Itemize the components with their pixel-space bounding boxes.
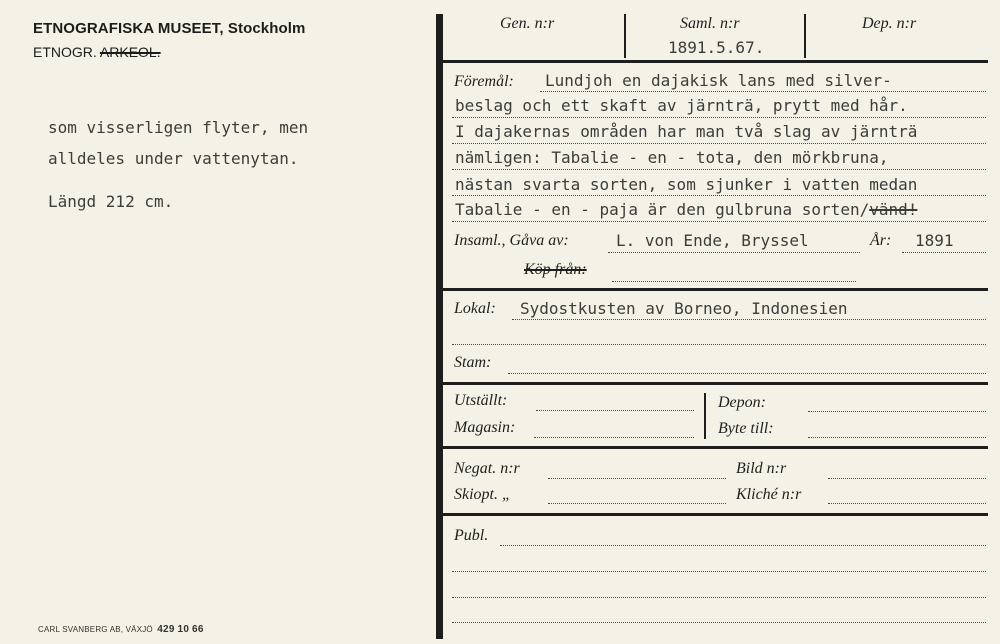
foremal-dotted-3 — [452, 143, 986, 144]
department-struck: ARKEOL. — [99, 44, 161, 60]
rule-below-stam — [443, 382, 988, 385]
lokal-dotted-1 — [512, 319, 986, 320]
length-note: Längd 212 cm. — [48, 192, 174, 211]
stam-dotted — [508, 373, 986, 374]
foremal-line-2: beslag och ett skaft av järnträ, prytt med hår. — [455, 96, 908, 115]
stam-label: Stam: — [454, 354, 492, 371]
foremal-dotted-1 — [540, 91, 986, 92]
ar-value: 1891 — [915, 231, 954, 250]
foremal-line-5: nästan svarta sorten, som sjunker i vatten medan — [455, 175, 918, 194]
kliche-dotted — [828, 503, 986, 504]
lokal-label: Lokal: — [454, 300, 496, 317]
depon-divider — [704, 393, 706, 439]
dep-nr-label: Dep. n:r — [862, 15, 917, 32]
foremal-label: Föremål: — [454, 73, 514, 90]
magasin-label: Magasin: — [454, 419, 516, 436]
printer-name: CARL SVANBERG AB, VÄXJÖ — [38, 625, 153, 634]
insaml-value: L. von Ende, Bryssel — [616, 231, 809, 250]
foremal-line-6 — [455, 200, 917, 219]
department-prefix: ETNOGR. — [33, 44, 97, 60]
depon-dotted — [808, 411, 986, 412]
foremal-line-3: I dajakernas områden har man två slag av järnträ — [455, 122, 918, 141]
foremal-struck-end: vänd! — [869, 200, 918, 219]
gen-nr-label: Gen. n:r — [500, 15, 555, 32]
negat-label: Negat. n:r — [454, 460, 520, 477]
utstallt-label: Utställt: — [454, 392, 508, 409]
insaml-label: Insaml., Gåva av: — [454, 232, 569, 249]
foremal-dotted-5 — [452, 195, 986, 196]
museum-name: ETNOGRAFISKA MUSEET, Stockholm — [33, 20, 306, 37]
negat-dotted — [548, 478, 726, 479]
publ-label: Publ. — [454, 527, 489, 544]
printer-code: 429 10 66 — [157, 624, 204, 635]
continuation-line-2: alldeles under vattenytan. — [48, 149, 299, 168]
skiopt-label: Skiopt. „ — [454, 486, 511, 503]
number-divider-1 — [624, 14, 626, 58]
form-left-border — [436, 14, 443, 639]
bild-label: Bild n:r — [736, 460, 787, 477]
bild-dotted — [828, 478, 986, 479]
foremal-line-1: Lundjoh en dajakisk lans med silver- — [545, 71, 892, 90]
byte-label: Byte till: — [718, 420, 774, 437]
saml-nr-value: 1891.5.67. — [668, 38, 765, 57]
kliche-label: Kliché n:r — [736, 486, 802, 503]
skiopt-dotted — [548, 503, 726, 504]
department-line — [33, 44, 161, 60]
foremal-dotted-2 — [452, 117, 986, 118]
ar-label: År: — [870, 232, 892, 249]
printer-imprint — [38, 624, 204, 635]
rule-below-depon — [443, 446, 988, 449]
foremal-line-6-text: Tabalie - en - paja är den gulbruna sorten/ — [455, 200, 870, 219]
publ-dotted-2 — [452, 571, 986, 572]
magasin-dotted — [534, 437, 694, 438]
foremal-line-4: nämligen: Tabalie - en - tota, den mörkbruna, — [455, 148, 889, 167]
saml-nr-label: Saml. n:r — [680, 15, 740, 32]
lokal-value: Sydostkusten av Borneo, Indonesien — [520, 299, 848, 318]
foremal-dotted-6 — [452, 221, 986, 222]
number-divider-2 — [804, 14, 806, 58]
kop-label: Köp från: — [524, 261, 587, 278]
publ-dotted-3 — [452, 597, 986, 598]
rule-below-negat — [443, 513, 988, 516]
rule-below-insaml — [443, 288, 988, 291]
foremal-dotted-4 — [452, 169, 986, 170]
publ-dotted-1 — [500, 545, 986, 546]
insaml-dotted — [608, 252, 860, 253]
ar-dotted — [902, 252, 986, 253]
lokal-dotted-2 — [452, 344, 986, 345]
depon-label: Depon: — [718, 394, 766, 411]
byte-dotted — [808, 437, 986, 438]
kop-dotted — [612, 281, 856, 282]
continuation-line-1: som visserligen flyter, men — [48, 118, 309, 137]
utstallt-dotted — [536, 410, 694, 411]
rule-below-numbers — [443, 60, 988, 63]
publ-dotted-4 — [452, 622, 986, 623]
